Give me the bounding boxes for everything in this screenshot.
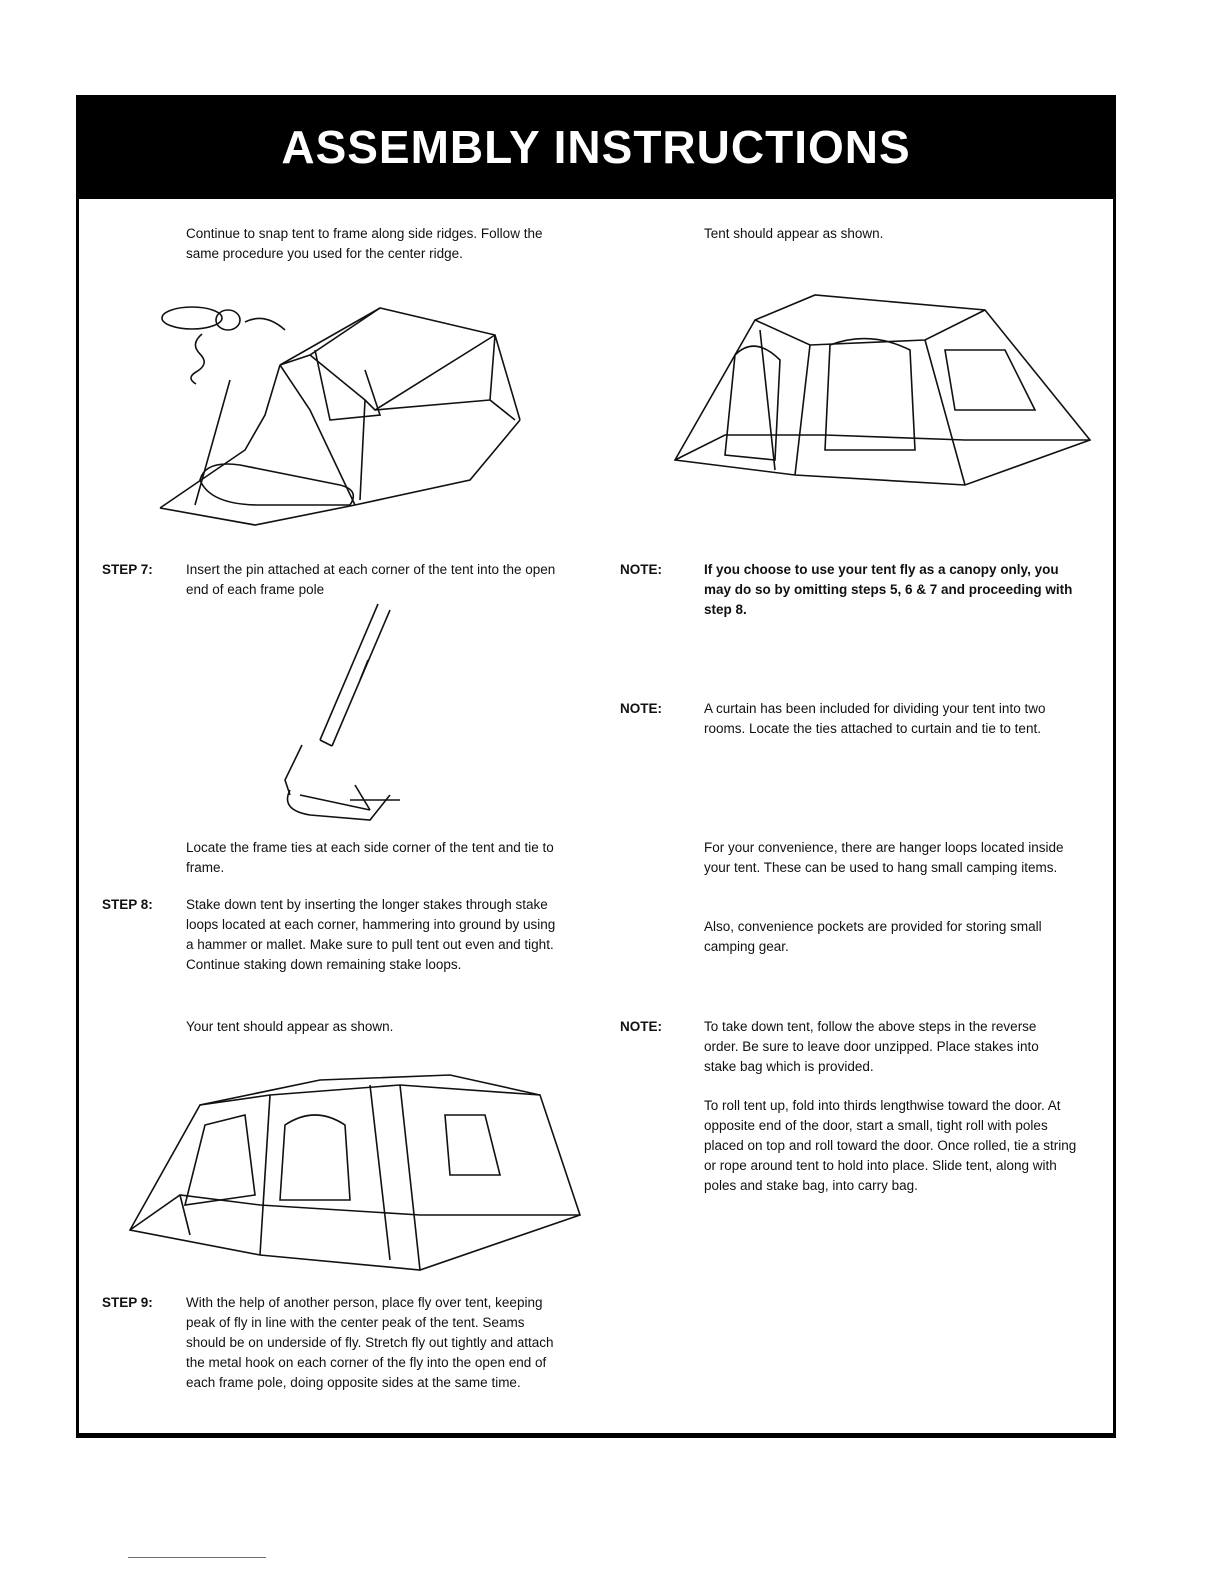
note2-text: A curtain has been included for dividing your tent into two rooms. Locate the ties attached to curtain and tie to tent. <box>704 701 1046 736</box>
note1-text: If you choose to use your tent fly as a canopy only, you may do so by omitting steps 5, 6 & 7 and proceeding with step 8. <box>704 562 1073 617</box>
tent-frame-snap-illustration <box>150 290 530 530</box>
appear-text-right: Tent should appear as shown. <box>704 226 884 241</box>
step9-text: With the help of another person, place fly over tent, keeping peak of fly in line with the center peak of the tent. Seams should be on underside of fly. Stretch fly out tightly and attach the metal hook on each corner of the fly into the open end of each frame pole, doing opposite sides at the same time. <box>186 1295 554 1390</box>
note1-label: NOTE: <box>620 562 662 577</box>
appear-text-left: Your tent should appear as shown. <box>186 1019 394 1034</box>
pockets-text: Also, convenience pockets are provided for storing small camping gear. <box>704 919 1042 954</box>
step9-label: STEP 9: <box>102 1295 153 1310</box>
intro-text: Continue to snap tent to frame along side ridges. Follow the same procedure you used for the center ridge. <box>186 226 543 261</box>
roll-text: To roll tent up, fold into thirds lengthwise toward the door. At opposite end of the door, start a small, tight roll with poles placed on top and roll toward the door. Once rolled, tie a string or rope around tent to hold into place. Slide tent, along with poles and stake bag, into carry bag. <box>704 1098 1077 1193</box>
note2-label: NOTE: <box>620 701 662 716</box>
staked-tent-illustration <box>120 1055 590 1285</box>
tent-complete-illustration <box>665 290 1105 490</box>
step8-text: Stake down tent by inserting the longer stakes through stake loops located at each corner, hammering into ground by using a hammer or mallet. Make sure to pull tent out even and tight. Continue staking down remaining stake loops. <box>186 897 556 972</box>
step7-label: STEP 7: <box>102 562 153 577</box>
frame-ties-text: Locate the frame ties at each side corner of the tent and tie to frame. <box>186 840 554 875</box>
note3-label: NOTE: <box>620 1019 662 1034</box>
convenience-text: For your convenience, there are hanger loops located inside your tent. These can be used to hang small camping items. <box>704 840 1064 875</box>
footer-rule <box>128 1557 266 1558</box>
step8-label: STEP 8: <box>102 897 153 912</box>
step7-text: Insert the pin attached at each corner of the tent into the open end of each frame pole <box>186 562 556 597</box>
note3-text: To take down tent, follow the above steps in the reverse order. Be sure to leave door unzipped. Place stakes into stake bag which is provided. <box>704 1019 1039 1074</box>
page-title: ASSEMBLY INSTRUCTIONS <box>281 121 911 173</box>
header-banner <box>76 95 1116 199</box>
pin-pole-illustration <box>260 600 420 840</box>
